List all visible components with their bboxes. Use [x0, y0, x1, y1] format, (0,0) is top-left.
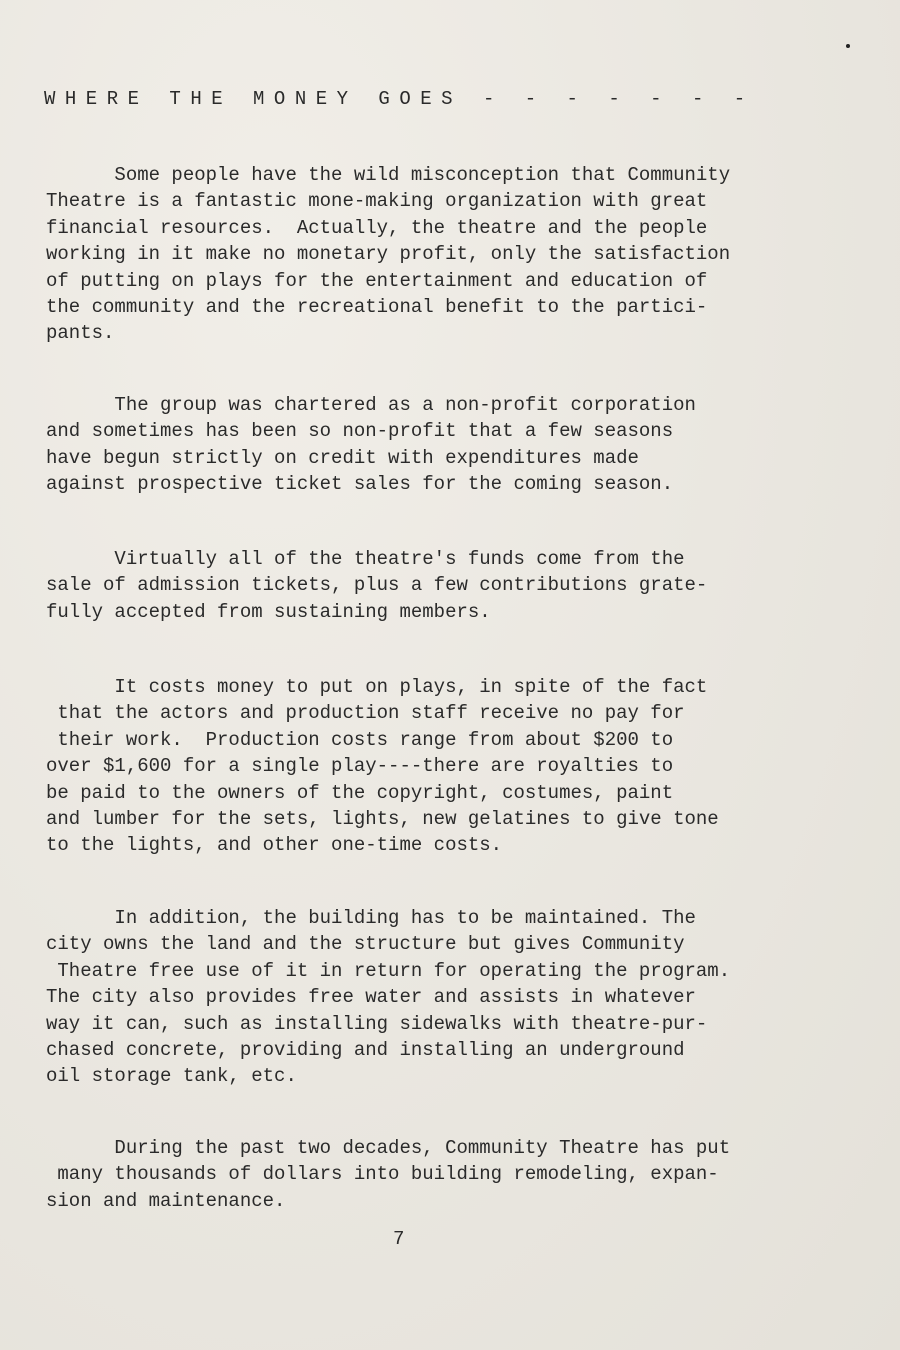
paragraph-funds: Virtually all of the theatre's funds come from the sale of admission tickets, plus a few contributions grate- fully accepted from sustaining members. — [46, 548, 708, 623]
paragraph-non-profit: The group was chartered as a non-profit corporation and sometimes has been so non-profit that a few seasons have begun strictly on credit with expenditures made against prospective ticket sales for the coming season. — [46, 394, 696, 496]
page-heading: WHERE THE MONEY GOES - - - - - - - — [44, 88, 755, 110]
ink-speck — [846, 44, 850, 48]
paragraph-decades: During the past two decades, Community Theatre has put many thousands of dollars into building remodeling, expan- sion and maintenance. — [46, 1137, 731, 1212]
paragraph-costs: It costs money to put on plays, in spite of the fact that the actors and production staff receive no pay for their work. Production costs range from about $200 to over $1,600 for a single play----there are royalties to be paid to the owners of the copyright, costumes, paint and lumber for the sets, lights, new gelatines to give tone to the lights, and other one-time costs. — [46, 676, 719, 857]
paragraph-misconception: Some people have the wild misconception that Community Theatre is a fantastic mone-making organization with great financial resources. Actually, the theatre and the people working in it make no monetary profit, only the satisfaction of putting on plays for the entertainment and education of the community and the recreational benefit to the partici- pants. — [46, 164, 731, 345]
paragraph-building: In addition, the building has to be maintained. The city owns the land and the structure but gives Community Theatre free use of it in return for operating the program. The city also provides free water and assists in whatever way it can, such as installing sidewalks with theatre-pur- chased concrete, providing and installing an underground oil storage tank, etc. — [46, 907, 731, 1088]
page-number: 7 — [393, 1228, 405, 1250]
